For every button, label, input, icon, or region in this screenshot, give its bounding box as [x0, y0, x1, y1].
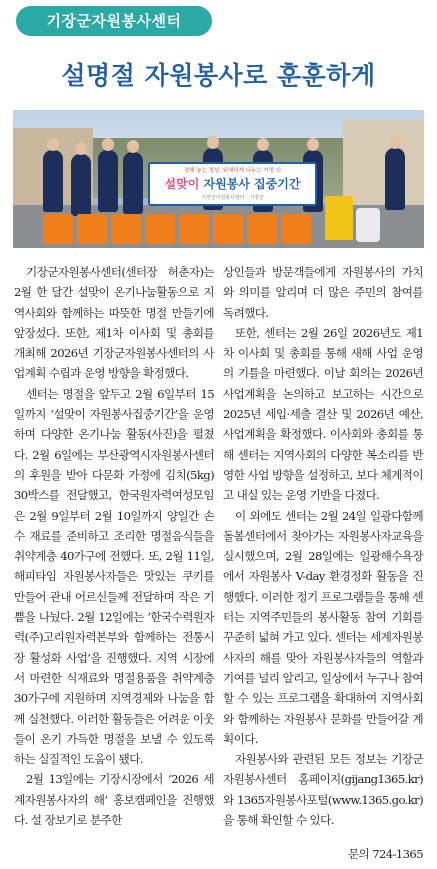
article-paragraph: 기장군자원봉사센터(센터장 허춘자)는 2월 한 달간 설맞이 온기나눔활동으로 지역사회와 함께하는 따뜻한 명절 만들기에 앞장섰다. 또한, 제1차 이사회 및 총회를 개최해 2026년 기장군자원봉사센터의 사업계획 수립과 운영 방향을 확정했다. — [14, 265, 214, 381]
photo-person — [43, 150, 63, 212]
article-column-left — [14, 262, 214, 830]
photo-person-head — [127, 140, 139, 153]
gift-box — [43, 214, 73, 244]
article-paragraph: 자원봉사와 관련된 모든 정보는 기장군자원봉사센터 홈페이지(gijang1365.kr)와 1365자원봉사포털(www.1365.go.kr)을 통해 확인할 수 있다. — [223, 752, 423, 828]
article-photo — [13, 110, 424, 248]
inquiry-contact: 문의 724-1365 — [347, 847, 423, 861]
gift-box — [247, 214, 277, 244]
article-paragraph: 센터는 명절을 앞두고 2월 6일부터 15일까지 ‘설맞이 자원봉사집중기간’을 운영하며 다양한 온기나눔 활동(사진)을 펼쳤다. 2월 6일에는 부산광역시자원봉사센터의 후원을 받아 다문화 가정에 김치(5kg) 30박스를 전달했고, 한국원자력여성모임은 2월 9일부터 2월 10일까지 양일간 손수 재료를 준비하고 조리한 명절음식들을 취약계층 40가구에 전했다. 또, 2월 11일, 해피타임 자원봉사자들은 맛있는 쿠키를 만들어 관내 어르신들께 전달하며 작은 기쁨을 나눴다. 2월 12일에는 ‘한국수력원자력(주)고리원자력본부와 함께하는 전통시장 활성화 사업’을 진행했다. 지역 시장에서 마련한 식재료와 명절용품을 취약계층 30가구에 지원하며 지역경제와 나눔을 함께 실천했다. 이러한 활동들은 어려운 이웃들이 온기 가득한 명절을 보낼 수 있도록 하는 실질적인 도움이 됐다. — [14, 386, 214, 767]
photo-person-head — [75, 142, 87, 155]
gift-box — [179, 214, 209, 244]
photo-building-right — [343, 120, 424, 215]
photo-yellow-box — [325, 196, 353, 240]
photo-person-head — [389, 136, 401, 149]
section-tag: 기장군자원봉사센터 — [16, 6, 212, 36]
photo-person-head — [207, 136, 219, 149]
banner-main-part1: 설맞이 — [164, 177, 204, 191]
photo-person — [385, 148, 405, 210]
photo-rice-bag — [356, 208, 380, 242]
photo-person-head — [307, 138, 319, 151]
banner-top-text: 정해 놓는 정성, 위새하게 나누는 가정 쉬 — [183, 168, 282, 174]
gift-box — [145, 214, 175, 244]
photo-person-head — [257, 138, 269, 151]
gift-box — [213, 214, 243, 244]
photo-banner — [148, 162, 317, 206]
photo-person — [98, 150, 118, 212]
photo-gift-boxes — [43, 214, 343, 244]
photo-person-head — [102, 138, 114, 151]
article-paragraph: 2월 13일에는 기장시장에서 ‘2026 세계자원봉사자의 해’ 홍보캠페인을 진행했다. 설 장보기로 분주한 — [14, 772, 214, 828]
article-paragraph: 이 외에도 센터는 2월 24일 일광다함께돌봄센터에서 찾아가는 자원봉사자교육을 실시했으며, 2월 28일에는 일광해수욕장에서 자원봉사 V-day 환경정화 활동을 진행했다. 이러한 정기 프로그램들을 통해 센터는 지역주민들의 봉사활동 참여 기회를 꾸준히 넓혀 가고 있다. 센터는 세계자원봉사자의 해를 맞아 자원봉사자들의 역할과 기여를 널리 알리고, 일상에서 누구나 참여할 수 있는 프로그램을 확대하여 지역사회와 함께하는 자원봉사 문화를 만들어갈 계획이다. — [223, 508, 423, 746]
article-column-right — [223, 262, 423, 830]
gift-box — [281, 214, 311, 244]
photo-person — [123, 152, 143, 214]
banner-bottom-text: 기장군자원봉사센터 · 기장군 — [201, 195, 264, 201]
gift-box — [77, 214, 107, 244]
article-paragraph: 또한, 센터는 2월 26일 2026년도 제1차 이사회 및 총회를 통해 새해 사업 운영의 기틀을 마련했다. 이날 회의는 2026년 사업계획을 논의하고 보고하는 시간으로 2025년 세입·세출 결산 및 2026년 예산, 사업계획을 확정했다. 이사회와 총회를 통해 센터는 지역사회의 다양한 복소리를 반영한 사업 방향을 설정하고, 보다 체계적이고 내실 있는 운영 기반을 다졌다. — [223, 325, 423, 503]
photo-person-head — [47, 138, 59, 151]
photo-person — [71, 154, 91, 216]
article-paragraph: 상인들과 방문객들에게 자원봉사의 가치와 의미를 알리며 더 많은 주민의 참여를 독려했다. — [223, 265, 423, 320]
gift-box — [111, 214, 141, 244]
article-headline: 설명절 자원봉사로 훈훈하게 — [61, 61, 376, 90]
banner-main-part2: 자원봉사 집중기간 — [203, 177, 301, 191]
banner-main-text — [150, 175, 315, 192]
